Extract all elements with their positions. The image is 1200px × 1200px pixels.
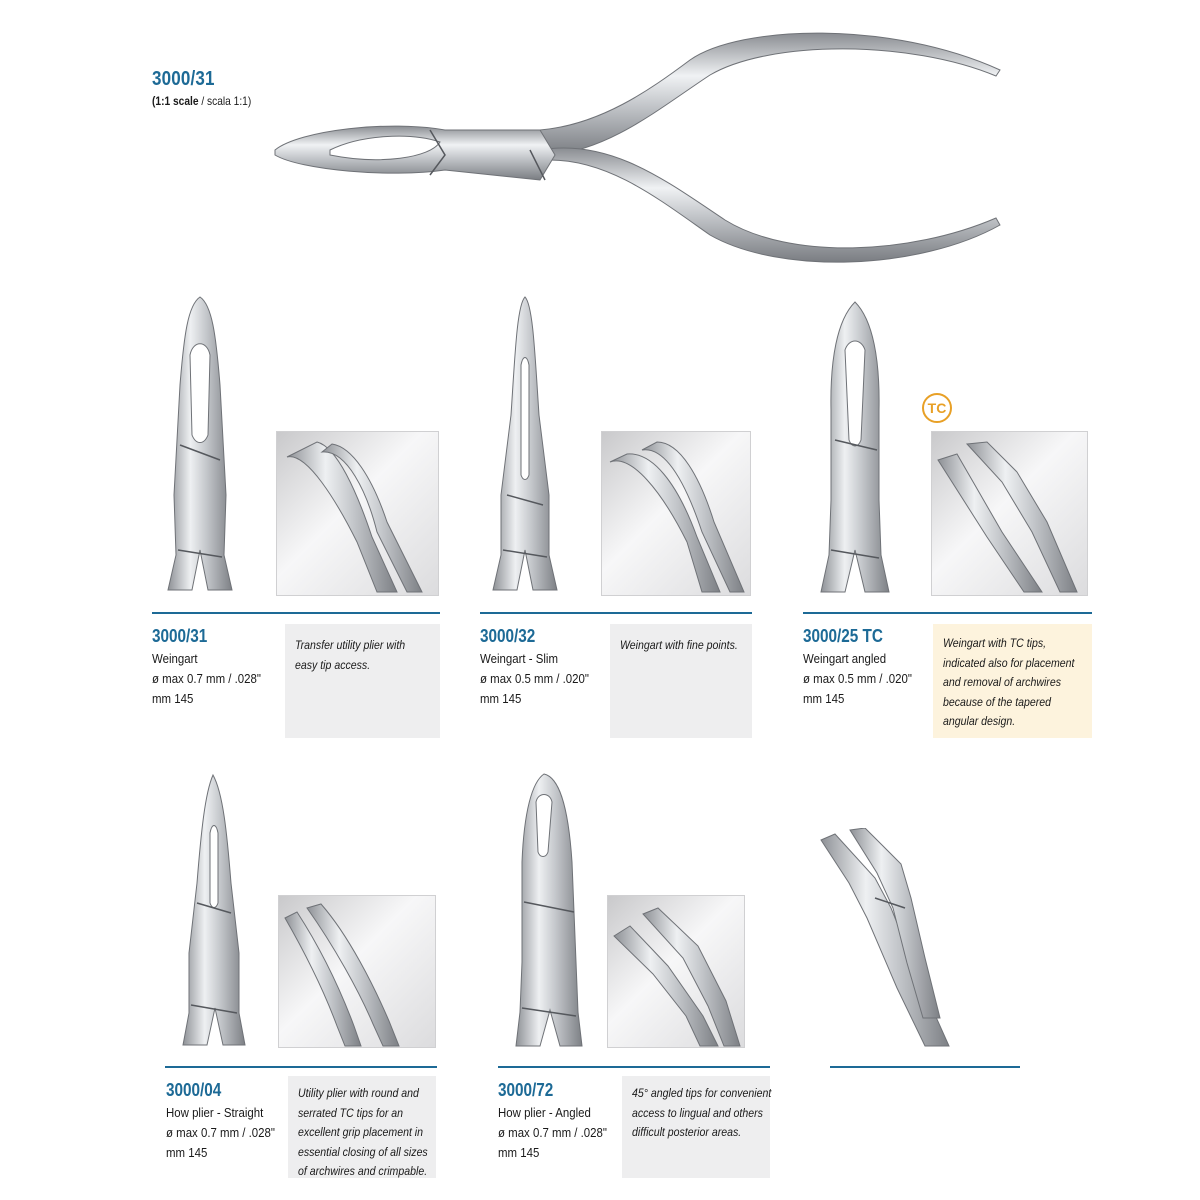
- description-line: of archwires and crimpable.: [298, 1164, 428, 1178]
- product-diameter: ø max 0.5 mm / .020": [480, 671, 589, 686]
- product-diameter: ø max 0.7 mm / .028": [152, 671, 261, 686]
- description-line: angular design.: [943, 714, 1016, 728]
- divider-3000-25tc: [803, 612, 1092, 614]
- description-line: because of the tapered: [943, 694, 1052, 709]
- product-3000-31-description: [285, 624, 440, 738]
- plier-3000-25tc-image: [815, 300, 895, 595]
- product-name: Weingart: [152, 651, 198, 666]
- product-name: Weingart angled: [803, 651, 887, 666]
- description-line: Utility plier with round and: [298, 1086, 419, 1100]
- detail-3000-32: [601, 431, 751, 596]
- description-line: difficult posterior areas.: [632, 1125, 742, 1139]
- divider-3000-31: [152, 612, 440, 614]
- detail-3000-25tc-tip-image: [932, 432, 1089, 597]
- hero-scale-bold: (1:1 scale: [152, 94, 199, 108]
- product-length: mm 145: [166, 1145, 208, 1160]
- description-line: 45° angled tips for convenient: [632, 1086, 772, 1100]
- detail-3000-72-tip-image: [608, 896, 746, 1049]
- hero-product-code: 3000/31: [152, 68, 215, 90]
- detail-3000-04: [278, 895, 436, 1048]
- detail-3000-32-tip-image: [602, 432, 752, 597]
- detail-3000-72: [607, 895, 745, 1048]
- divider-3000-32: [480, 612, 752, 614]
- hero-scale-rest: / scala 1:1): [198, 94, 252, 108]
- product-3000-04-info: [166, 1080, 290, 1163]
- product-code: 3000/31: [152, 626, 208, 646]
- divider-3000-04: [165, 1066, 437, 1068]
- plier-3000-32-image: [485, 295, 565, 595]
- product-length: mm 145: [803, 691, 845, 706]
- hero-plier-image: [270, 20, 1010, 290]
- product-3000-25tc-info: [803, 626, 927, 709]
- product-code: 3000/72: [498, 1080, 554, 1100]
- product-length: mm 145: [152, 691, 194, 706]
- product-code: 3000/25 TC: [803, 626, 883, 646]
- description-line: Transfer utility plier with: [295, 638, 406, 652]
- divider-angled-view: [830, 1066, 1020, 1068]
- detail-3000-31: [276, 431, 439, 596]
- product-3000-72-info: [498, 1080, 622, 1163]
- product-name: Weingart - Slim: [480, 651, 558, 666]
- plier-angled-view-image: [815, 828, 955, 1050]
- product-3000-04-description: [288, 1076, 436, 1178]
- plier-3000-04-image: [175, 773, 255, 1048]
- plier-3000-72-image: [510, 772, 590, 1048]
- product-3000-72-description: [622, 1076, 770, 1178]
- detail-3000-25tc: [931, 431, 1088, 596]
- product-code: 3000/04: [166, 1080, 222, 1100]
- description-line: excellent grip placement in: [298, 1125, 424, 1139]
- product-diameter: ø max 0.7 mm / .028": [166, 1125, 275, 1140]
- product-diameter: ø max 0.7 mm / .028": [498, 1125, 607, 1140]
- product-diameter: ø max 0.5 mm / .020": [803, 671, 912, 686]
- detail-3000-31-tip-image: [277, 432, 440, 597]
- description-line: Weingart with TC tips,: [943, 636, 1047, 650]
- product-3000-31-info: [152, 626, 276, 709]
- product-code: 3000/32: [480, 626, 536, 646]
- product-length: mm 145: [480, 691, 522, 706]
- hero-scale-note: [152, 94, 251, 108]
- description-line: and removal of archwires: [943, 675, 1061, 689]
- product-3000-32-info: [480, 626, 604, 709]
- product-length: mm 145: [498, 1145, 540, 1160]
- product-name: How plier - Angled: [498, 1105, 591, 1120]
- description-line: serrated TC tips for an: [298, 1105, 404, 1120]
- description-line: easy tip access.: [295, 657, 371, 672]
- tc-badge-icon: TC: [922, 393, 952, 423]
- description-line: essential closing of all sizes: [298, 1144, 428, 1159]
- detail-3000-04-tip-image: [279, 896, 437, 1049]
- description-line: access to lingual and others: [632, 1105, 763, 1120]
- description-line: indicated also for placement: [943, 655, 1075, 670]
- description-line: Weingart with fine points.: [620, 638, 738, 652]
- product-3000-25tc-description: [933, 624, 1092, 738]
- plier-3000-31-image: [160, 295, 240, 595]
- product-3000-32-description: [610, 624, 752, 738]
- product-name: How plier - Straight: [166, 1105, 264, 1120]
- divider-3000-72: [498, 1066, 770, 1068]
